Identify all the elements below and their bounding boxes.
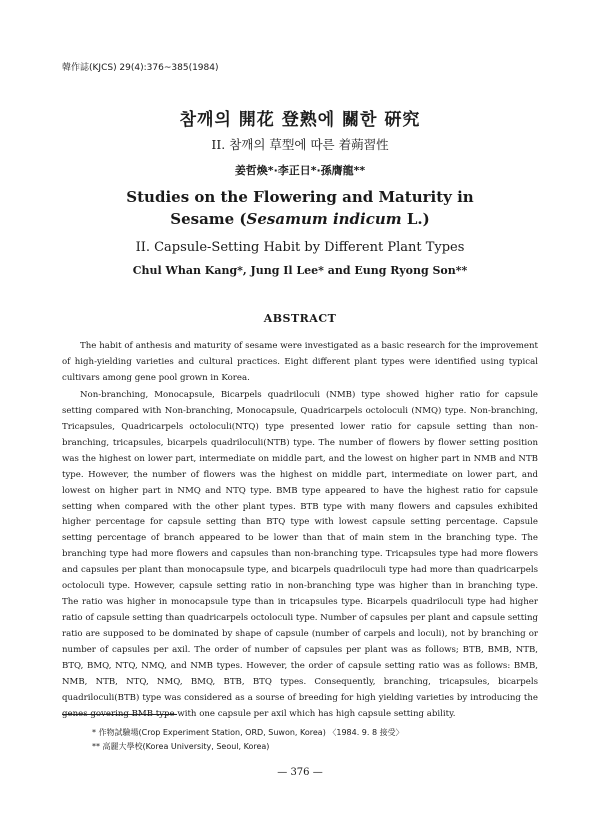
korean-subtitle: II. 참깨의 草型에 따른 着蒴習性	[211, 137, 389, 152]
english-subtitle: II. Capsule-Setting Habit by Different Plant Types	[135, 240, 465, 255]
english-title-prefix: Sesame (	[170, 210, 247, 228]
journal-reference: 韓作誌(KJCS) 29(4):376~385(1984)	[62, 63, 219, 73]
english-title-suffix: L.)	[401, 210, 430, 228]
abstract-heading: ABSTRACT	[263, 312, 337, 325]
page-number: — 376 —	[277, 767, 323, 778]
english-title-line2	[0, 210, 600, 228]
footnote-1: * 作物試驗場(Crop Experiment Station, ORD, Suwon, Korea) 〈1984. 9. 8 接受〉	[92, 728, 404, 737]
english-authors: Chul Whan Kang*, Jung Il Lee* and Eung Ryong Son**	[132, 264, 468, 277]
footnote-divider	[62, 714, 177, 715]
english-title-line1: Studies on the Flowering and Maturity in	[126, 188, 474, 206]
korean-authors: 姜哲煥*·李正日*·孫膺龍**	[234, 164, 366, 177]
abstract-body	[62, 339, 538, 724]
abstract-paragraph-1: The habit of anthesis and maturity of sesame were investigated as a basic research for the improvement of high-yielding varieties and cultural practices. Eight different plant types were identified using typical cultivars among gene pool grown in Korea.	[62, 341, 538, 383]
korean-title: 참깨의 開花 登熟에 關한 硏究	[179, 110, 421, 130]
footnote-2: ** 高麗大學校(Korea University, Seoul, Korea)	[92, 742, 270, 751]
species-name: Sesamum indicum	[246, 210, 402, 228]
abstract-paragraph-2: Non-branching, Monocapsule, Bicarpels quadriloculi (NMB) type showed higher ratio for capsule setting compared with Non-branching, Monocapsule, Quadricarpels octoloculi (NMQ) type. Non-branching, Tricapsules, Quadricarpels octoloculi(NTQ) type presented lower ratio for capsule setting than non-branching, tricapsules, bicarpels quadriloculi(NTB) type. The number of flowers by flower setting position was the highest on lower part, intermediate on middle part, and the lowest on higher part in NMB and NTB type. However, the number of flowers was the highest on middle part, intermediate on lower part, and lowest on higher part in NMQ and NTQ type. BMB type appeared to have the highest ratio for capsule setting when compared with the other plant types. BTB type with many flowers and capsules exhibited higher percentage for capsule setting than BTQ type with lowest capsule setting percentage. Capsule setting percentage of branch appeared to be lower than that of main stem in the branching type. The branching type had more flowers and capsules than non-branching type. Tricapsules type had more flowers and capsules per plant than monocapsule type, and bicarpels quadriloculi type had more than quadricarpels octoloculi type. However, capsule setting ratio in non-branching type was higher than in branching type. The ratio was higher in monocapsule type than in tricapsules type. Bicarpels quadriloculi type had higher ratio of capsule setting than quadricarpels octoloculi type. Number of capsules per plant and capsule setting ratio are supposed to be dominated by shape of capsule (number of carpels and loculi), not by branching or number of capsules per axil. The order of number of capsules per plant was as follows; BTB, BMB, NTB, BTQ, BMQ, NTQ, NMQ, and NMB types. However, the order of capsule setting ratio was as follows: BMB, NMB, NTB, NTQ, NMQ, BMQ, BTB, BTQ types. Consequently, branching, tricapsules, bicarpels quadriloculi(BTB) type was considered as a sourse of breeding for high yielding varieties by introducing the genes govering BMB type with one capsule per axil which has high capsule setting ability.	[62, 389, 538, 719]
